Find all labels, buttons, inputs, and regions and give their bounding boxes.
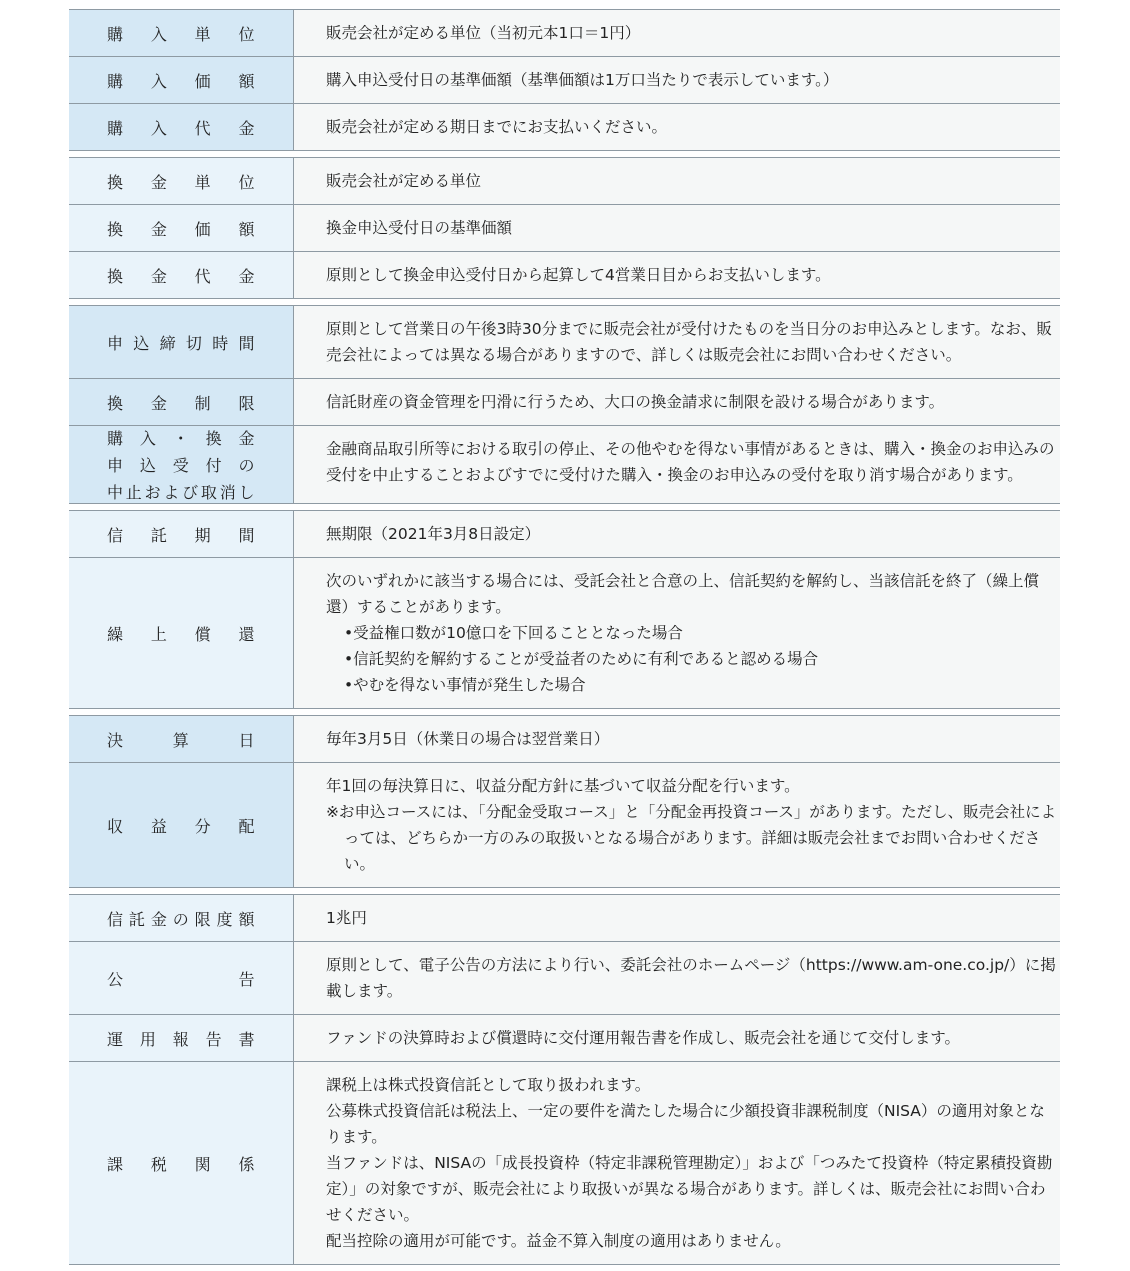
row-label-line: 中 止 お よ び 取 消 し [107,483,255,502]
table-row [69,716,1060,762]
row-content [294,942,1060,1014]
content-bullet: •やむを得ない事情が発生した場合 [344,676,586,694]
fund-procedures-table [69,9,1060,1271]
row-content [294,306,1060,378]
row-label [69,57,294,103]
row-content [294,426,1060,503]
row-label-text: 換 金 価 額 [107,219,255,239]
table-row [69,158,1060,204]
row-label-line: 購 入 ・ 換 金 [107,429,255,448]
table-row [69,762,1060,887]
row-label-text: 決 算 日 [107,730,255,750]
content-paragraph: 当ファンドは、NISAの「成長投資枠（特定非課税管理勘定）」および「つみたて投資枠（特定累積投資勘定）」の対象ですが、販売会社により取扱いが異なる場合があります。詳しくは、販売会社にお問い合わせください。 [326,1154,1053,1224]
row-label-text: 購 入 価 額 [107,71,255,91]
row-content [294,205,1060,251]
table-row [69,1014,1060,1061]
table-row [69,557,1060,708]
row-label [69,10,294,56]
content-paragraph: 原則として営業日の午後3時30分までに販売会社が受付けたものを当日分のお申込みとします。なお、販売会社によっては異なる場合がありますので、詳しくは販売会社にお問い合わせください。 [326,320,1052,364]
content-paragraph: 課税上は株式投資信託として取り扱われます。 [326,1076,651,1094]
row-content [294,252,1060,298]
row-label [69,895,294,941]
row-label-text: 換 金 制 限 [107,393,255,413]
table-row [69,10,1060,56]
row-content [294,379,1060,425]
row-label-text: 公 告 [107,969,255,989]
content-paragraph: 販売会社が定める単位（当初元本1口＝1円） [326,24,641,42]
row-content [294,895,1060,941]
row-label-text: 収 益 分 配 [107,816,255,836]
table-row [69,895,1060,941]
row-content [294,558,1060,708]
row-label-text: 換 金 単 位 [107,172,255,192]
content-paragraph: 販売会社が定める期日までにお支払いください。 [326,118,668,136]
row-label [69,158,294,204]
content-paragraph: 公募株式投資信託は税法上、一定の要件を満たした場合に少額投資非課税制度（NISA）の適用対象となります。 [326,1102,1045,1146]
table-row [69,204,1060,251]
content-paragraph: 金融商品取引所等における取引の停止、その他やむを得ない事情があるときは、購入・換金のお申込みの受付を中止することおよびすでに受付けた購入・換金のお申込みの受付を取り消す場合があります。 [326,440,1055,484]
row-label-text: 購 入 代 金 [107,118,255,138]
table-row [69,378,1060,425]
row-content [294,104,1060,150]
content-paragraph: 配当控除の適用が可能です。益金不算入制度の適用はありません。 [326,1232,791,1250]
row-label [69,716,294,762]
content-paragraph: 無期限（2021年3月8日設定） [326,525,541,543]
table-group [69,305,1060,504]
table-row [69,306,1060,378]
table-group [69,715,1060,888]
row-content [294,511,1060,557]
table-row [69,56,1060,103]
row-label [69,763,294,887]
row-label [69,1062,294,1264]
row-content [294,158,1060,204]
row-content [294,1015,1060,1061]
content-bullet: •受益権口数が10億口を下回ることとなった場合 [344,624,683,642]
table-row [69,941,1060,1014]
content-paragraph: 販売会社が定める単位 [326,172,482,190]
row-content [294,763,1060,887]
table-group [69,9,1060,151]
content-paragraph: 購入申込受付日の基準価額（基準価額は1万口当たりで表示しています。） [326,71,839,89]
content-paragraph: 原則として換金申込受付日から起算して4営業日目からお支払いします。 [326,266,831,284]
content-bullet: •信託契約を解約することが受益者のために有利であると認める場合 [344,650,819,668]
row-label-text: 購 入 単 位 [107,24,255,44]
table-row [69,425,1060,503]
content-paragraph: 信託財産の資金管理を円滑に行うため、大口の換金請求に制限を設ける場合があります。 [326,393,945,411]
row-label [69,306,294,378]
row-content [294,57,1060,103]
table-group [69,510,1060,709]
row-label [69,1015,294,1061]
content-paragraph: ファンドの決算時および償還時に交付運用報告書を作成し、販売会社を通じて交付します。 [326,1029,960,1047]
row-label [69,511,294,557]
row-label-text: 信 託 金 の 限 度 額 [107,909,255,929]
row-content [294,10,1060,56]
row-label [69,426,294,503]
content-paragraph: 次のいずれかに該当する場合には、受託会社と合意の上、信託契約を解約し、当該信託を終了（繰上償還）することがあります。 [326,572,1040,616]
content-paragraph: 原則として、電子公告の方法により行い、委託会社のホームページ（https://www.am-one.co.jp/）に掲載します。 [326,956,1056,1000]
row-content [294,1062,1060,1264]
content-paragraph: 年1回の毎決算日に、収益分配方針に基づいて収益分配を行います。 [326,777,800,795]
row-label [69,942,294,1014]
content-paragraph: 毎年3月5日（休業日の場合は翌営業日） [326,730,610,748]
row-label [69,104,294,150]
table-group [69,894,1060,1265]
row-label [69,379,294,425]
row-label-text: 申 込 締 切 時 間 [107,333,255,353]
row-label [69,205,294,251]
row-label-text: 信 託 期 間 [107,525,255,545]
row-label-text: 繰 上 償 還 [107,624,255,644]
row-content [294,716,1060,762]
table-row [69,1061,1060,1264]
content-paragraph: 1兆円 [326,909,367,927]
content-paragraph: 換金申込受付日の基準価額 [326,219,513,237]
row-label-text: 課 税 関 係 [107,1154,255,1174]
table-row [69,251,1060,298]
row-label [69,558,294,708]
table-group [69,157,1060,299]
row-label [69,252,294,298]
row-label-text: 運 用 報 告 書 [107,1029,255,1049]
content-note: ※お申込コースには、「分配金受取コース」と「分配金再投資コース」があります。ただし、販売会社によっては、どちらか一方のみの取扱いとなる場合があります。詳細は販売会社までお問い合わせください。 [326,803,1057,873]
row-label-line: 申 込 受 付 の [107,456,255,475]
row-label-text: 換 金 代 金 [107,266,255,286]
table-row [69,103,1060,150]
table-row [69,511,1060,557]
